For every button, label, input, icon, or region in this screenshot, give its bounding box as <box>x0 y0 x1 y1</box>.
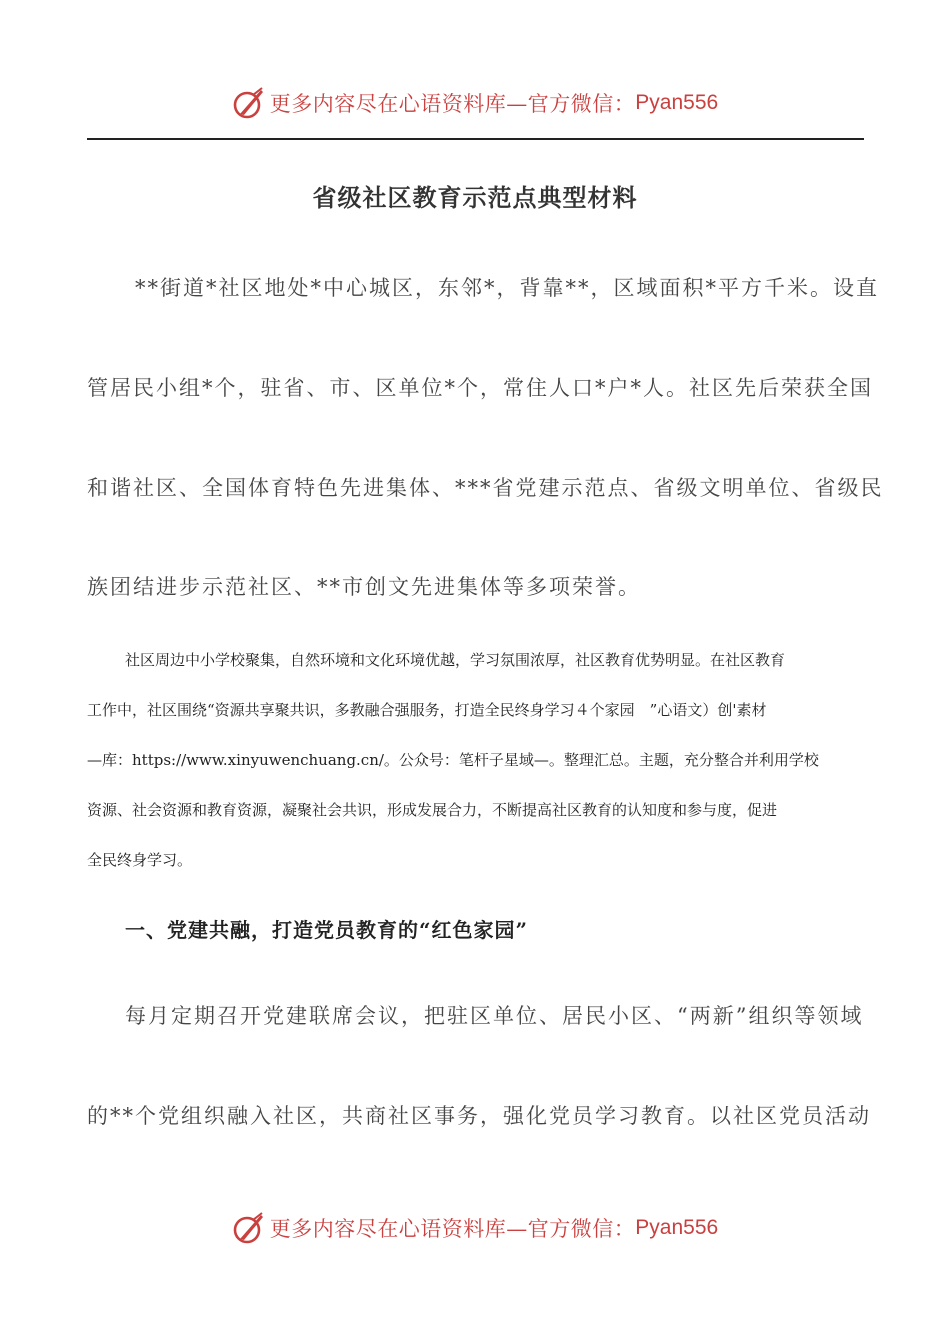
banner-wechat-id: Pyan556 <box>635 1216 719 1239</box>
document-title: 省级社区教育示范点典型材料 <box>312 183 638 212</box>
paragraph2-line: 工作中，社区围绕“资源共享聚共识，多教融合强服务，打造全民终身学习４个家园 ”心语文）创'素材 <box>87 701 767 719</box>
paragraph2-line: —库：https://www.xinyuwenchuang.cn/。公众号：笔杆子星域—。整理汇总。主题，充分整合并利用学校 <box>87 751 819 769</box>
quill-logo-icon <box>232 1211 266 1245</box>
paragraph1-line: **街道*社区地处*中心城区，东邻*，背靠**，区域面积*平方千米。设直 <box>135 276 879 300</box>
bottom-banner <box>0 1208 950 1248</box>
paragraph2-line: 全民终身学习。 <box>87 851 193 869</box>
paragraph3-line: 每月定期召开党建联席会议，把驻区单位、居民小区、“两新”组织等领域 <box>125 1004 864 1028</box>
top-banner <box>0 83 950 123</box>
paragraph1-line: 和谐社区、全国体育特色先进集体、***省党建示范点、省级文明单位、省级民 <box>87 476 884 500</box>
banner-text: 更多内容尽在心语资料库—官方微信： <box>269 1217 636 1241</box>
quill-logo-icon <box>232 86 266 120</box>
banner-wechat-id: Pyan556 <box>635 91 719 114</box>
paragraph1-line: 族团结进步示范社区、**市创文先进集体等多项荣誉。 <box>87 575 641 599</box>
banner-text: 更多内容尽在心语资料库—官方微信： <box>269 92 636 116</box>
paragraph2-line: 社区周边中小学校聚集，自然环境和文化环境优越，学习氛围浓厚，社区教育优势明显。在社区教育 <box>125 651 786 669</box>
section-heading: 一、党建共融，打造党员教育的“红色家园” <box>125 918 529 942</box>
paragraph2-line: 资源、社会资源和教育资源，凝聚社会共识，形成发展合力，不断提高社区教育的认知度和参与度，促进 <box>87 801 778 819</box>
paragraph3-line: 的**个党组织融入社区，共商社区事务，强化党员学习教育。以社区党员活动 <box>87 1104 871 1128</box>
paragraph1-line: 管居民小组*个，驻省、市、区单位*个，常住人口*户*人。社区先后荣获全国 <box>87 376 873 400</box>
header-divider <box>87 138 864 140</box>
